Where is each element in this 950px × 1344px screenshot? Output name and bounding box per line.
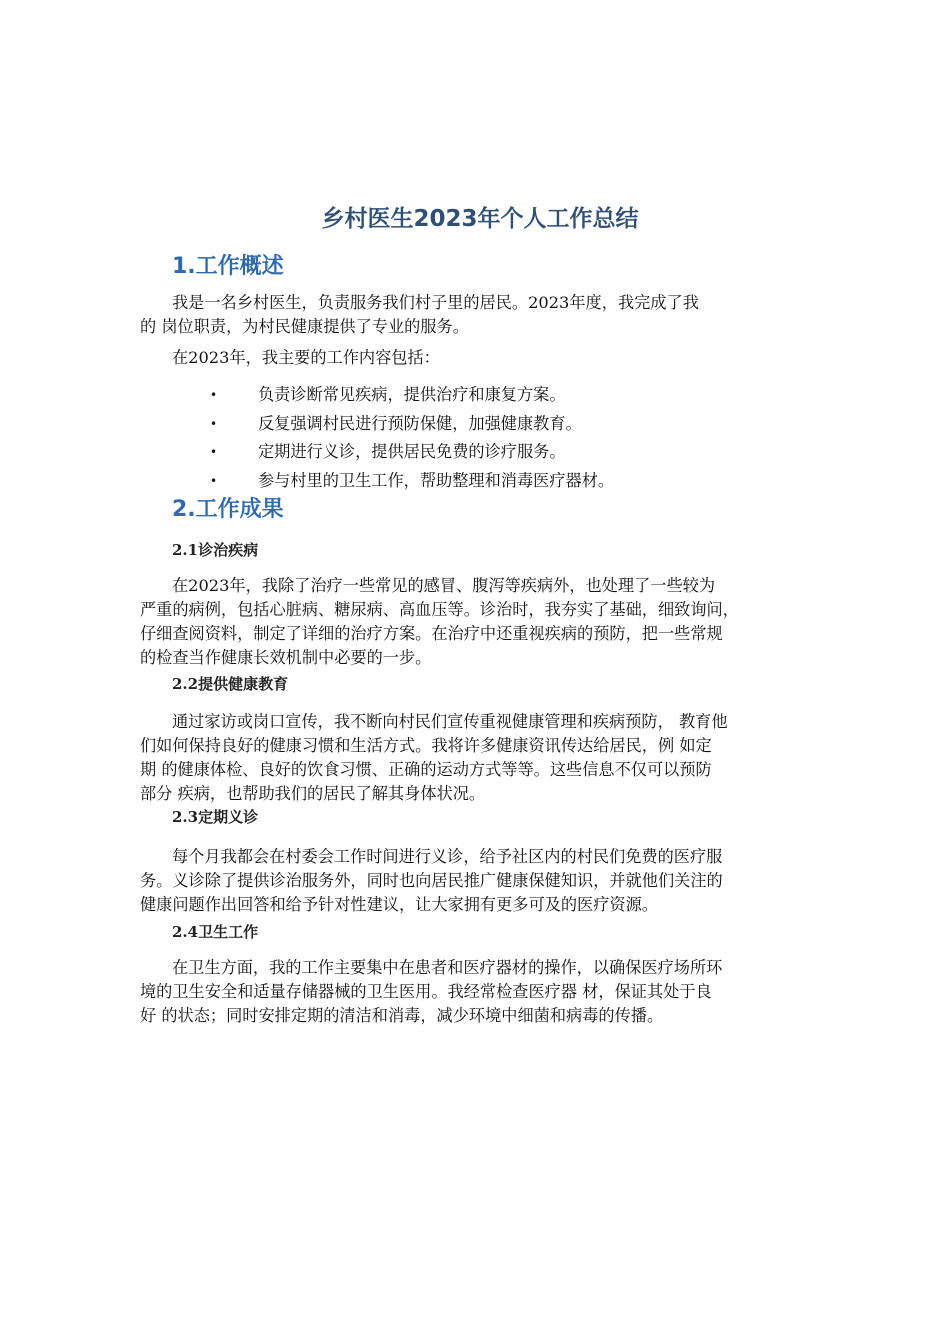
list-item bbox=[210, 412, 614, 441]
paragraph-sanitation bbox=[140, 956, 820, 1028]
list-item-text: 参与村里的卫生工作，帮助整理和消毒医疗器材。 bbox=[258, 470, 615, 490]
paragraph-line: 我是一名乡村医生，负责服务我们村子里的居民。2023年度，我完成了我 bbox=[172, 293, 699, 312]
list-item bbox=[210, 383, 614, 412]
bullet-icon: • bbox=[210, 416, 218, 431]
document-title: 乡村医生2023年个人工作总结 bbox=[321, 206, 639, 232]
list-item-text: 反复强调村民进行预防保健，加强健康教育。 bbox=[258, 413, 582, 433]
paragraph-line: 严重的病例，包括心脏病、糖尿病、高血压等。诊治时，我夯实了基础，细致询问， bbox=[140, 600, 739, 619]
work-content-list bbox=[210, 383, 614, 497]
list-item bbox=[210, 440, 614, 469]
paragraph-line: 在2023年，我主要的工作内容包括： bbox=[172, 348, 440, 367]
section-heading-overview: 1.工作概述 bbox=[172, 254, 284, 279]
list-item-text: 负责诊断常见疾病，提供治疗和康复方案。 bbox=[258, 385, 566, 404]
paragraph-health-education bbox=[140, 710, 820, 806]
subsection-heading-free-clinic: 2.3定期义诊 bbox=[172, 808, 259, 826]
paragraph-free-clinic bbox=[140, 845, 820, 917]
section-heading-results: 2.工作成果 bbox=[172, 497, 284, 522]
list-item bbox=[210, 469, 614, 498]
bullet-icon: • bbox=[210, 388, 218, 402]
paragraph-line: 的 岗位职责，为村民健康提供了专业的服务。 bbox=[140, 317, 469, 336]
paragraph-line: 期 的健康体检、良好的饮食习惯、正确的运动方式等等。这些信息不仅可以预防 bbox=[140, 760, 712, 779]
paragraph-work-content bbox=[140, 346, 820, 370]
paragraph-diagnosis bbox=[140, 574, 820, 670]
paragraph-line: 的检查当作健康长效机制中必要的一步。 bbox=[140, 648, 432, 667]
paragraph-line: 通过家访或岗口宣传，我不断向村民们宣传重视健康管理和疾病预防， 教育他 bbox=[172, 712, 728, 731]
subsection-heading-sanitation: 2.4卫生工作 bbox=[172, 923, 259, 941]
list-item-text: 定期进行义诊，提供居民免费的诊疗服务。 bbox=[258, 442, 566, 461]
paragraph-line: 好 的状态；同时安排定期的清洁和消毒，减少环境中细菌和病毒的传播。 bbox=[140, 1006, 664, 1025]
paragraph-line: 在卫生方面，我的工作主要集中在患者和医疗器材的操作，以确保医疗场所环 bbox=[172, 958, 723, 977]
paragraph-line: 境的卫生安全和适量存储器械的卫生医用。我经常检查医疗器 材，保证其处于良 bbox=[140, 982, 712, 1001]
paragraph-line: 部分 疾病，也帮助我们的居民了解其身体状况。 bbox=[140, 784, 486, 803]
paragraph-line: 务。义诊除了提供诊治服务外，同时也向居民推广健康保健知识，并就他们关注的 bbox=[140, 871, 723, 890]
bullet-icon: • bbox=[210, 473, 218, 488]
paragraph-line: 健康问题作出回答和给予针对性建议，让大家拥有更多可及的医疗资源。 bbox=[140, 895, 658, 914]
paragraph-line: 每个月我都会在村委会工作时间进行义诊，给予社区内的村民们免费的医疗服 bbox=[172, 847, 723, 866]
paragraph-line: 们如何保持良好的健康习惯和生活方式。我将许多健康资讯传达给居民，例 如定 bbox=[140, 736, 712, 755]
subsection-heading-health-education: 2.2提供健康教育 bbox=[172, 675, 289, 693]
bullet-icon: • bbox=[210, 445, 218, 459]
paragraph-line: 仔细查阅资料，制定了详细的治疗方案。在治疗中还重视疾病的预防，把一些常规 bbox=[140, 624, 723, 643]
paragraph-line: 在2023年，我除了治疗一些常见的感冒、腹泻等疾病外，也处理了一些较为 bbox=[172, 576, 716, 595]
subsection-heading-diagnosis: 2.1诊治疾病 bbox=[172, 541, 259, 559]
paragraph-intro bbox=[140, 291, 820, 339]
